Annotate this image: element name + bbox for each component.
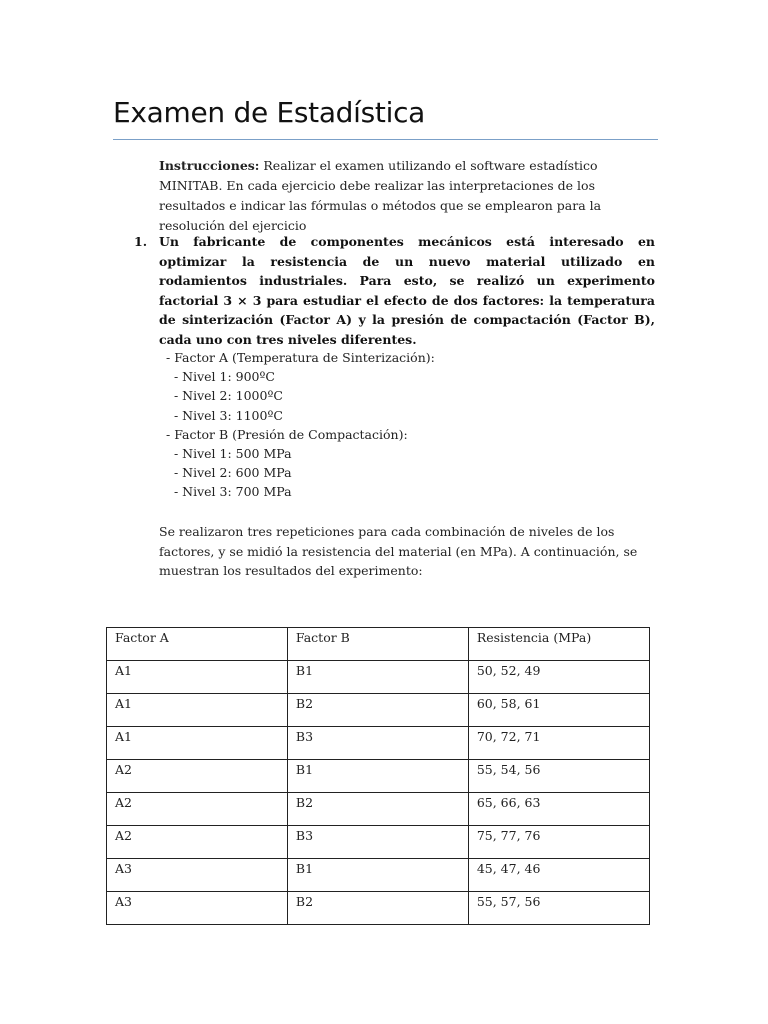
table-cell: B2: [287, 793, 468, 826]
factor-line: - Nivel 3: 700 MPa: [166, 484, 292, 500]
table-row: [107, 694, 650, 727]
factor-line: - Nivel 1: 900ºC: [166, 369, 275, 385]
results-table: [106, 627, 650, 925]
factor-line: - Factor B (Presión de Compactación):: [166, 426, 408, 442]
instructions-paragraph: [159, 156, 659, 236]
table-cell: A2: [107, 793, 288, 826]
title-underline: [113, 139, 658, 140]
factor-line: - Factor A (Temperatura de Sinterización):: [166, 350, 435, 365]
table-row: [107, 859, 650, 892]
table-cell: A1: [107, 661, 288, 694]
question-number: 1.: [134, 234, 148, 249]
table-cell: 55, 57, 56: [468, 892, 649, 925]
table-row: [107, 892, 650, 925]
table-row: [107, 826, 650, 859]
table-cell: 55, 54, 56: [468, 760, 649, 793]
factor-line: - Nivel 2: 1000ºC: [166, 388, 283, 404]
table-cell: 65, 66, 63: [468, 793, 649, 826]
question-text: Un fabricante de componentes mecánicos está interesado en optimizar la resistencia de un nuevo material utilizado en rodamientos industriales. Para esto, se realizó un experimento factorial 3 × 3 para estudiar el efecto de dos factores: la temperatura de sinterización (Factor A) y la presión de compactación (Factor B), cada uno con tres niveles diferentes.: [159, 234, 655, 347]
table-cell: A1: [107, 694, 288, 727]
results-intro-paragraph: Se realizaron tres repeticiones para cada combinación de niveles de los factores, y se midió la resistencia del material (en MPa). A continuación, se muestran los resultados del experimento:: [159, 524, 638, 578]
table-cell: B1: [287, 661, 468, 694]
table-cell: A1: [107, 727, 288, 760]
table-cell: B3: [287, 826, 468, 859]
table-cell: B1: [287, 859, 468, 892]
table-cell: 50, 52, 49: [468, 661, 649, 694]
factors-list: [166, 348, 435, 502]
table-cell: 70, 72, 71: [468, 727, 649, 760]
table-row: [107, 793, 650, 826]
table-header-row: [107, 628, 650, 661]
table-cell: 75, 77, 76: [468, 826, 649, 859]
table-cell: 45, 47, 46: [468, 859, 649, 892]
table-cell: 60, 58, 61: [468, 694, 649, 727]
table-row: [107, 760, 650, 793]
table-row: [107, 727, 650, 760]
factor-line: - Nivel 3: 1100ºC: [166, 407, 283, 423]
table-cell: B2: [287, 892, 468, 925]
table-cell: A3: [107, 892, 288, 925]
factor-line: - Nivel 1: 500 MPa: [166, 446, 292, 462]
instructions-label: Instrucciones:: [159, 158, 260, 173]
factor-line: - Nivel 2: 600 MPa: [166, 465, 292, 481]
table-header-cell: Factor A: [107, 628, 288, 661]
table-cell: A3: [107, 859, 288, 892]
table-header-cell: Factor B: [287, 628, 468, 661]
table-cell: A2: [107, 826, 288, 859]
table-cell: B2: [287, 694, 468, 727]
table-cell: B1: [287, 760, 468, 793]
table-cell: B3: [287, 727, 468, 760]
page-title: Examen de Estadística: [113, 96, 426, 129]
table-header-cell: Resistencia (MPa): [468, 628, 649, 661]
table-row: [107, 661, 650, 694]
table-cell: A2: [107, 760, 288, 793]
instructions-text: Realizar el examen utilizando el software estadístico MINITAB. En cada ejercicio debe realizar las interpretaciones de los resultados e indicar las fórmulas o métodos que se emplearon para la resolución del ejercicio: [159, 158, 602, 233]
